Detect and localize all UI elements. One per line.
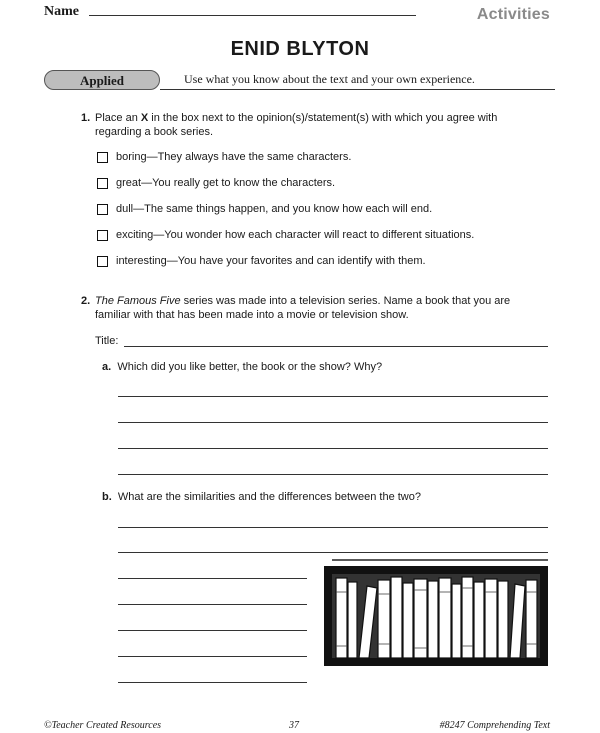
option-label: great—You really get to know the characters. (116, 177, 336, 189)
applied-tab (44, 70, 160, 90)
title-label: Title: (95, 335, 119, 347)
question-1-number (81, 111, 90, 125)
footer-publisher: ©Teacher Created Resources (44, 720, 162, 731)
answer-line[interactable] (118, 604, 307, 605)
q2-text-line2: familiar with that has been made into a movie or television show. (95, 309, 409, 321)
footer-page-number: 37 (289, 720, 299, 731)
option-label: interesting—You have your favorites and can identify with them. (116, 255, 426, 267)
question-2-number-text: 2. (81, 295, 91, 307)
option-checkbox[interactable] (97, 230, 108, 241)
question-1-text (95, 111, 555, 139)
option-label: dull—The same things happen, and you know how each will end. (116, 203, 433, 215)
answer-line[interactable] (118, 422, 548, 423)
question-2-text (95, 294, 555, 322)
q1-text-before: Place an (95, 112, 141, 124)
question-2-number (81, 294, 90, 308)
option-label: exciting—You wonder how each character will react to different situations. (116, 229, 475, 241)
title-answer-line[interactable] (124, 346, 548, 347)
answer-line[interactable] (118, 630, 307, 631)
applied-tab-label: Applied (79, 73, 125, 88)
option-checkbox[interactable] (97, 204, 108, 215)
answer-line[interactable] (118, 552, 548, 553)
option-checkbox[interactable] (97, 256, 108, 267)
footer-book-id: #8247 Comprehending Text (439, 720, 550, 731)
part-a-text: Which did you like better, the book or the show? Why? (117, 361, 383, 373)
q2-text-line1: series was made into a television series. Name a book that you are (180, 295, 511, 307)
instructions-text: Use what you know about the text and your own experience. (184, 72, 475, 86)
answer-line[interactable] (118, 682, 307, 683)
answer-line[interactable] (118, 474, 548, 475)
bookshelf-icon (322, 558, 552, 670)
q1-text-mark: X (140, 112, 149, 124)
option-label: boring—They always have the same characters. (116, 151, 352, 163)
name-label: Name (44, 4, 79, 19)
answer-line[interactable] (118, 527, 548, 528)
option-checkbox[interactable] (97, 152, 108, 163)
section-label: Activities (476, 6, 550, 23)
q2-text-italic: The Famous Five (95, 295, 181, 307)
answer-line[interactable] (118, 448, 548, 449)
answer-line[interactable] (118, 578, 307, 579)
q1-text-line2: regarding a book series. (95, 126, 214, 138)
page-title: ENID BLYTON (230, 38, 370, 60)
part-b-text: What are the similarities and the differences between the two? (117, 491, 421, 503)
applied-divider (160, 89, 555, 90)
part-b-prompt (102, 490, 421, 504)
part-a-letter: a. (102, 361, 112, 373)
q1-text-after: in the box next to the opinion(s)/statement(s) with which you agree with (148, 112, 498, 124)
option-checkbox[interactable] (97, 178, 108, 189)
part-b-letter: b. (102, 491, 112, 503)
question-1-number-text: 1. (81, 112, 91, 124)
part-a-prompt (102, 360, 382, 374)
name-write-line[interactable] (89, 15, 416, 16)
answer-line[interactable] (118, 656, 307, 657)
answer-line[interactable] (118, 396, 548, 397)
